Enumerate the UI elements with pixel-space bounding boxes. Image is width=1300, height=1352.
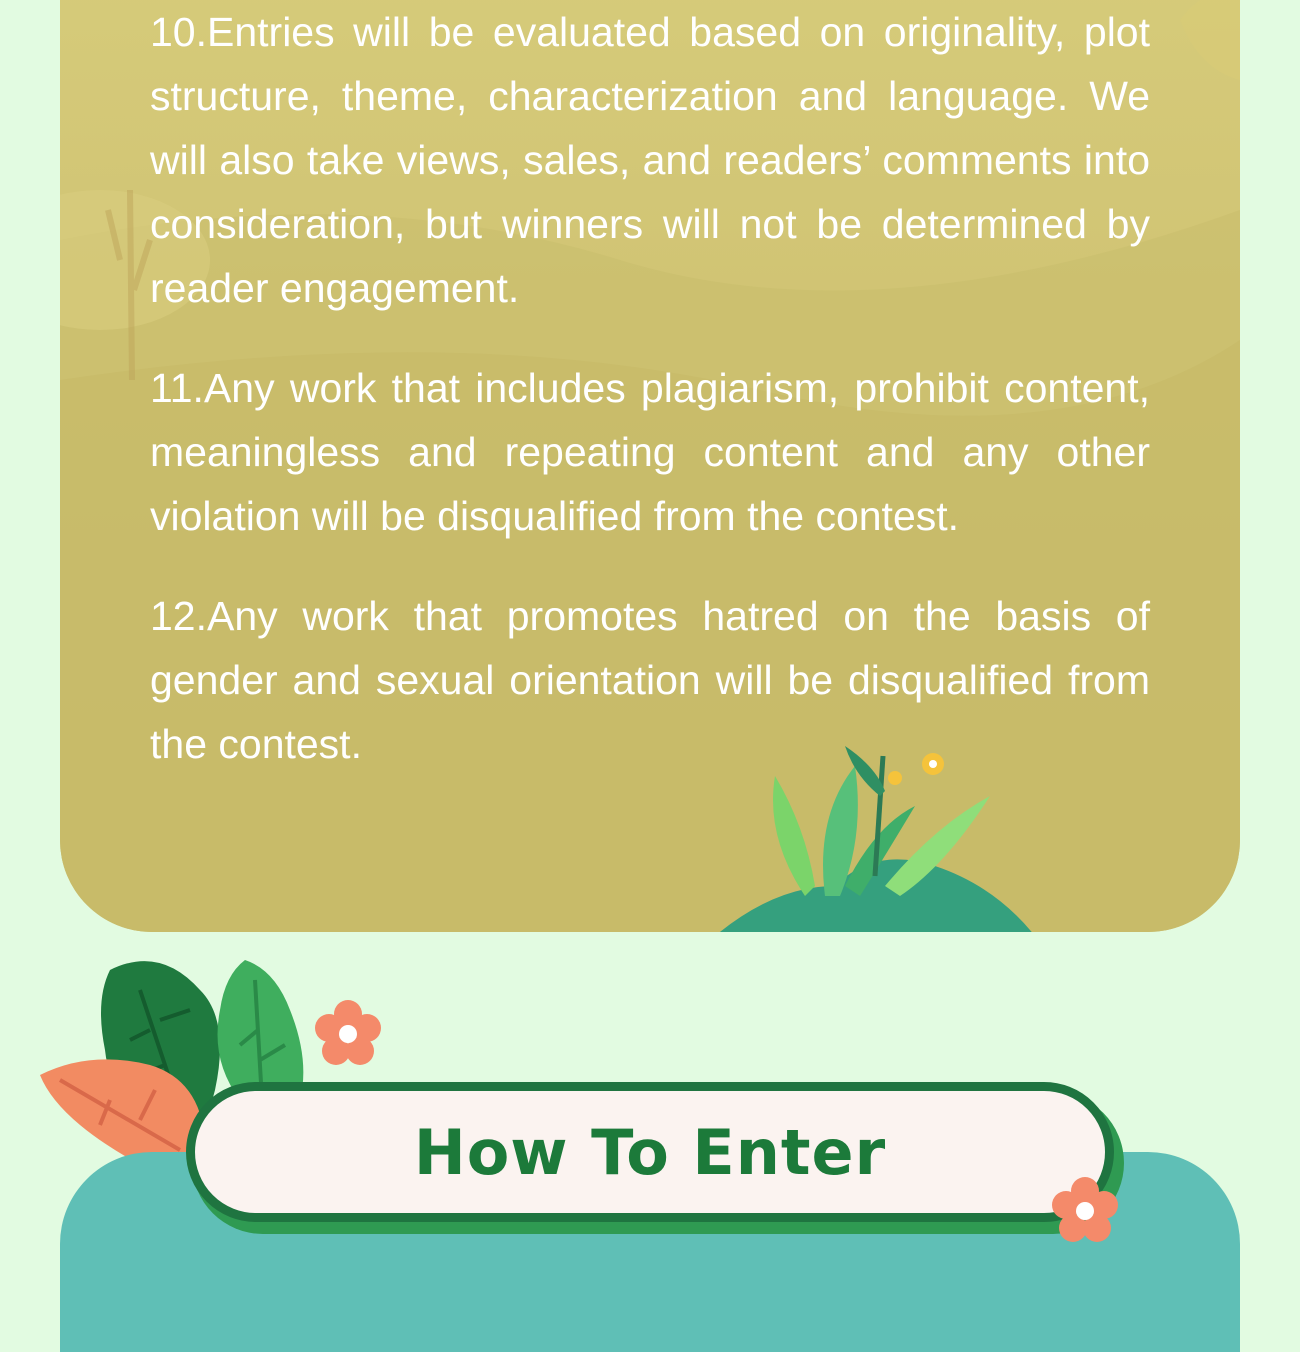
grass-plants-icon (715, 736, 1035, 932)
rules-card (60, 0, 1240, 932)
rule-item: 12.Any work that promotes hatred on the basis of gender and sexual orientation will be disqualified from the contest. (150, 593, 1150, 767)
rule-item: 10.Entries will be evaluated based on originality, plot structure, theme, characterization and language. We will also take views, sales, and readers’ comments into consideration, but winners will not be determined by reader engagement. (150, 9, 1150, 311)
how-to-enter-banner (186, 1082, 1114, 1222)
rules-list (150, 0, 1150, 812)
flower-icon (1046, 1172, 1124, 1250)
section-title: How To Enter (413, 1115, 887, 1189)
rule-item: 11.Any work that includes plagiarism, prohibit content, meaningless and repeating content and any other violation will be disqualified from the contest. (150, 365, 1150, 539)
